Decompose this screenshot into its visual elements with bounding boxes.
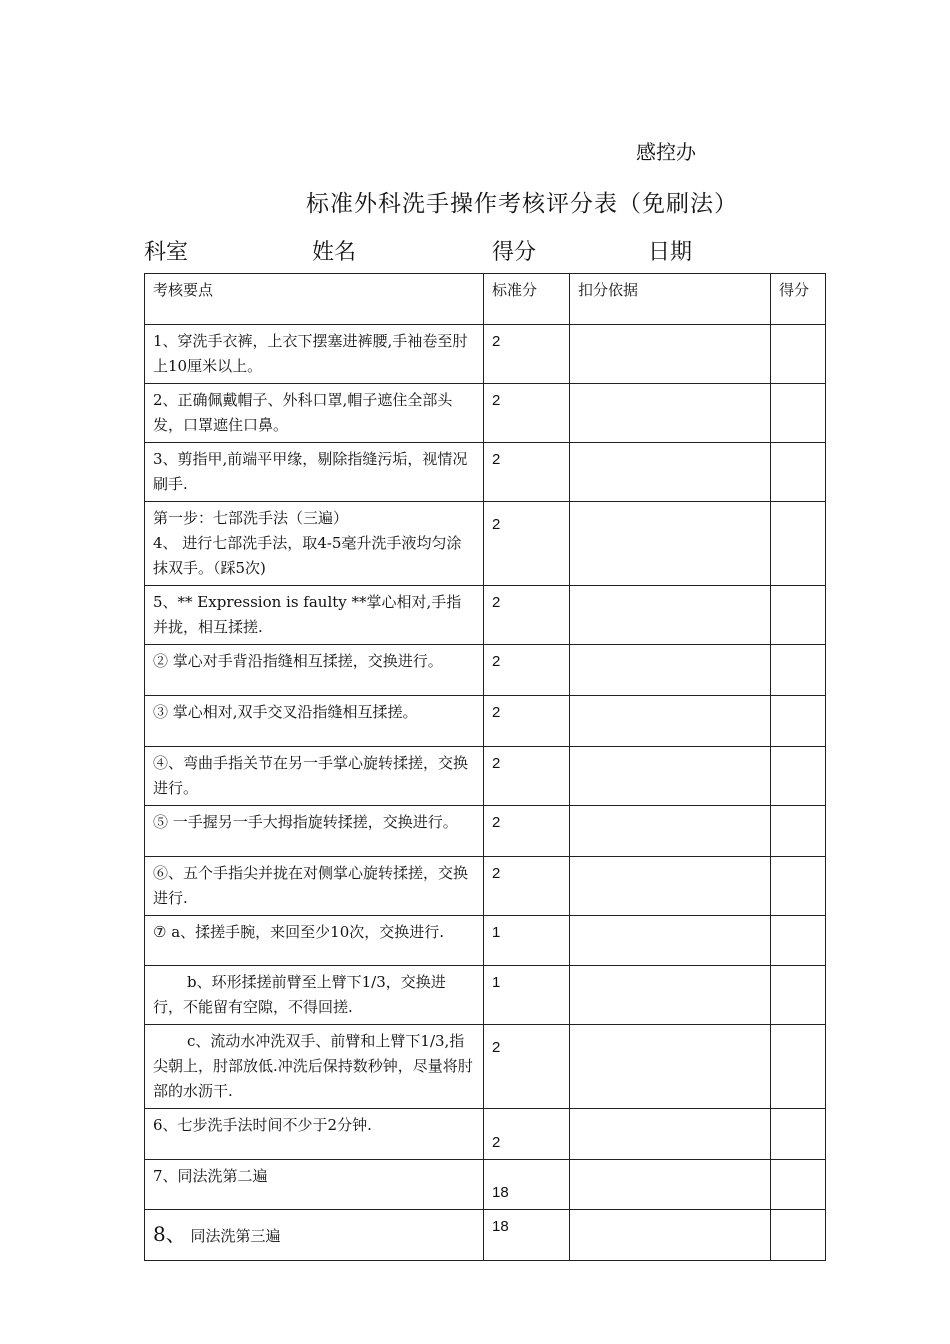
row-text: ② 掌心对手背沿指缝相互揉搓，交换进行。 — [145, 645, 484, 696]
score-cell[interactable] — [771, 916, 826, 966]
row-text: ⑦ a、揉搓手腕，来回至少10次，交换进行. — [145, 916, 484, 966]
table-row — [145, 502, 826, 586]
table-row — [145, 1160, 826, 1210]
table-row — [145, 966, 826, 1025]
score-cell[interactable] — [771, 384, 826, 443]
score-cell[interactable] — [771, 586, 826, 645]
deduction-cell[interactable] — [570, 916, 771, 966]
row-points: 2 — [484, 696, 570, 747]
row-text: 6、七步洗手法时间不少于2分钟. — [145, 1109, 484, 1160]
field-score-label: 得分 — [492, 240, 537, 265]
row-points: 2 — [484, 747, 570, 806]
deduction-cell[interactable] — [570, 502, 771, 586]
deduction-cell[interactable] — [570, 806, 771, 857]
row-points: 2 — [484, 1109, 570, 1160]
row-text: 1、穿洗手衣裤，上衣下摆塞进裤腰,手袖卷至肘上10厘米以上。 — [145, 325, 484, 384]
deduction-cell[interactable] — [570, 586, 771, 645]
row-subitem-text: c、流动水冲洗双手、前臂和上臂下1/3,指尖朝上，肘部放低.冲洗后保持数秒钟，尽量将肘部的水沥干. — [153, 1032, 473, 1100]
table-row — [145, 857, 826, 916]
row-points: 2 — [484, 586, 570, 645]
row-points: 2 — [484, 325, 570, 384]
deduction-cell[interactable] — [570, 645, 771, 696]
header-standard-points: 标准分 — [484, 274, 570, 325]
row-subitem-text: b、环形揉搓前臂至上臂下1/3，交换进行，不能留有空隙，不得回搓. — [153, 973, 446, 1016]
table-row — [145, 747, 826, 806]
row-text: 3、剪指甲,前端平甲缘，剔除指缝污垢，视情况刷手. — [145, 443, 484, 502]
row-points: 2 — [484, 806, 570, 857]
row-points: 2 — [484, 645, 570, 696]
row-number: 8、 — [153, 1221, 186, 1246]
row-points: 18 — [484, 1210, 570, 1261]
row-points: 2 — [484, 857, 570, 916]
header-key-points: 考核要点 — [145, 274, 484, 325]
table-row — [145, 1210, 826, 1261]
field-date-label: 日期 — [648, 240, 693, 265]
deduction-cell[interactable] — [570, 443, 771, 502]
row-points: 18 — [484, 1160, 570, 1210]
row-step-text: 4、 进行七部洗手法，取4-5毫升洗手液均匀涂抹双手。（踩5次) — [153, 534, 462, 577]
row-text: ③ 掌心相对,双手交叉沿指缝相互揉搓。 — [145, 696, 484, 747]
deduction-cell[interactable] — [570, 325, 771, 384]
score-cell[interactable] — [771, 1109, 826, 1160]
deduction-cell[interactable] — [570, 1025, 771, 1109]
header-deduction-basis: 扣分依据 — [570, 274, 771, 325]
row-points: 1 — [484, 916, 570, 966]
score-cell[interactable] — [771, 443, 826, 502]
row-text: 5、** Expression is faulty **掌心相对,手指并拢，相互揉搓. — [145, 586, 484, 645]
header-score: 得分 — [771, 274, 826, 325]
deduction-cell[interactable] — [570, 966, 771, 1025]
score-cell[interactable] — [771, 1025, 826, 1109]
deduction-cell[interactable] — [570, 1109, 771, 1160]
table-row — [145, 916, 826, 966]
table-row — [145, 325, 826, 384]
row-points: 2 — [484, 443, 570, 502]
row-text — [145, 1025, 484, 1109]
field-name-label: 姓名 — [312, 240, 357, 265]
deduction-cell[interactable] — [570, 857, 771, 916]
row-points: 1 — [484, 966, 570, 1025]
row-points: 2 — [484, 384, 570, 443]
score-cell[interactable] — [771, 645, 826, 696]
score-cell[interactable] — [771, 806, 826, 857]
table-row — [145, 1109, 826, 1160]
row-text — [145, 1210, 484, 1261]
score-cell[interactable] — [771, 325, 826, 384]
row-points: 2 — [484, 1025, 570, 1109]
row-text — [145, 502, 484, 586]
row-text: ⑥、五个手指尖并拢在对侧掌心旋转揉搓，交换进行. — [145, 857, 484, 916]
score-cell[interactable] — [771, 857, 826, 916]
score-cell[interactable] — [771, 1210, 826, 1261]
row-step-heading: 第一步：七部洗手法（三遍） — [153, 509, 349, 527]
score-cell[interactable] — [771, 502, 826, 586]
deduction-cell[interactable] — [570, 1210, 771, 1261]
row-text: ④、弯曲手指关节在另一手掌心旋转揉搓，交换进行。 — [145, 747, 484, 806]
department-label: 感控办 — [636, 140, 696, 164]
table-row — [145, 586, 826, 645]
deduction-cell[interactable] — [570, 747, 771, 806]
table-row — [145, 384, 826, 443]
table-row — [145, 806, 826, 857]
score-cell[interactable] — [771, 966, 826, 1025]
page-title: 标准外科洗手操作考核评分表（免刷法） — [306, 191, 738, 217]
table-row — [145, 696, 826, 747]
deduction-cell[interactable] — [570, 696, 771, 747]
score-cell[interactable] — [771, 1160, 826, 1210]
row-text-content: 同法洗第三遍 — [190, 1226, 281, 1245]
table-row — [145, 645, 826, 696]
score-table — [144, 273, 826, 1261]
table-header-row — [145, 274, 826, 325]
score-cell[interactable] — [771, 747, 826, 806]
row-points: 2 — [484, 502, 570, 586]
score-cell[interactable] — [771, 696, 826, 747]
table-row — [145, 1025, 826, 1109]
deduction-cell[interactable] — [570, 1160, 771, 1210]
row-text: ⑤ 一手握另一手大拇指旋转揉搓，交换进行。 — [145, 806, 484, 857]
field-dept-label: 科室 — [144, 240, 189, 265]
table-row — [145, 443, 826, 502]
row-text: 7、同法洗第二遍 — [145, 1160, 484, 1210]
row-text — [145, 966, 484, 1025]
row-text: 2、正确佩戴帽子、外科口罩,帽子遮住全部头发，口罩遮住口鼻。 — [145, 384, 484, 443]
deduction-cell[interactable] — [570, 384, 771, 443]
